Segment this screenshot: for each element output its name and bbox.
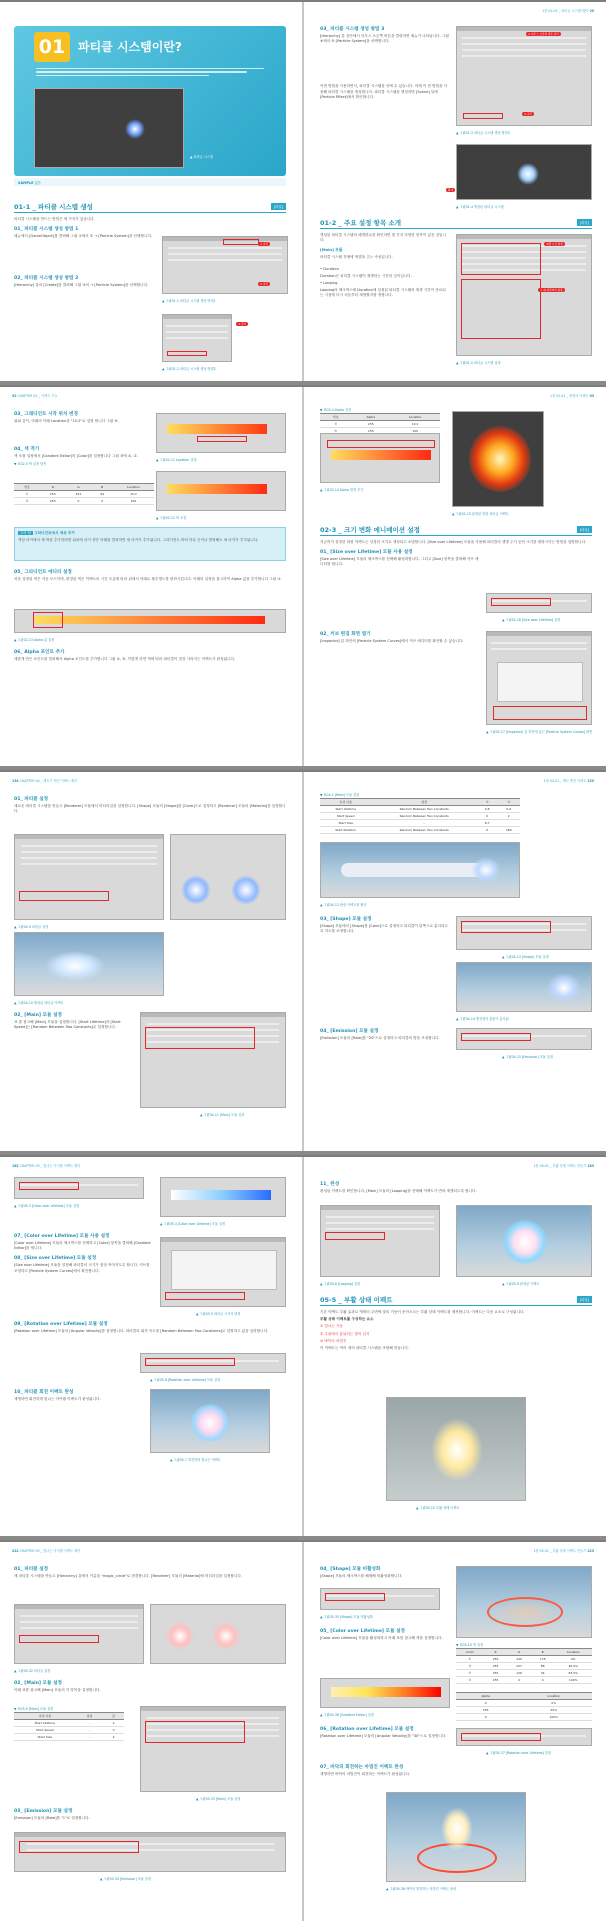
running-header: 1장 02-01 _ 화염의 이펙트 93 <box>550 394 594 398</box>
section-heading: 05-5 _ 부활 상태 이펙트 [파일] <box>320 1295 592 1306</box>
step-text: 처음 설정된 색은 자동 모드이며, 변경된 색은 이펙트의 시간 흐름에 따라 위에서 아래로 불투명도를 변화시킵니다. 아래의 설정을 참고하여 Alpha 값을 추가합니다 그림 ③. <box>14 577 282 581</box>
keyword: [Main] 모듈 <box>320 247 343 253</box>
jet-preview-screenshot <box>320 842 520 898</box>
step-heading: 08_ [Size over Lifetime] 모듈 설정 <box>14 1256 97 1262</box>
table-header-row: 번호 Alpha Location <box>320 414 440 421</box>
figure-caption: ▲ 그림02-14 Alpha 변경 추가 <box>320 488 364 492</box>
figure-caption: ▲ 그림05-35 [Shape] 모듈 비활성화 <box>320 1615 373 1619</box>
step-text: 새로운 파티클 시스템을 만들고 [Renderer] 모듈에서 머티리얼을 설정합니다. [Shape] 모듈의 [Shape]를 [Cone]으로 설정하고 [Renderer] 모듈의 [Material]을 설정합니다. <box>14 804 286 814</box>
figure-caption: ▲ 그림04-10 생성된 파티클 이펙트 <box>14 1001 64 1005</box>
alpha-table <box>456 1692 592 1721</box>
figure-caption: ▲ 그림04-12 완성 이펙트를 확인 <box>320 903 367 907</box>
step-heading: 01_ 파티클 설정 <box>14 1567 49 1572</box>
step-text: 아래 표를 참고해 [Main] 모듈의 각 항목을 설정합니다. <box>14 1688 101 1692</box>
list-item: ③ 바닥의 마법진 <box>320 1338 347 1343</box>
material-preview-screenshot <box>150 1604 286 1664</box>
figure-caption: ▲ 그림05-37 [Rotation over Lifetime] 설정 <box>486 1751 551 1755</box>
table-row: ④ 255 0 0 100% <box>456 1677 592 1684</box>
tip-title: 그라디언트에서 색상 추가 <box>34 531 75 535</box>
page-left <box>0 2 300 381</box>
table-row: Start Speed – 0 <box>14 1727 124 1734</box>
table-row: ① 255 240 178 0% <box>456 1656 592 1663</box>
step-text: [Rotation over Lifetime] 모듈의 [Angular Velocity]를 설정합니다. 파티클의 회전 속도를 [Random Between Two Constants]로 설정하고 값을 입력합니다. <box>14 1329 269 1333</box>
left-column-2 <box>14 1676 286 1695</box>
page-left <box>0 1542 300 1921</box>
bullet-looping-text: Looping의 체크박스에 Duration에 설정된 파티클 시스템의 재생 시간이 종료되는 시점에 다시 처음부터 재생할지를 정합니다. <box>320 288 446 298</box>
revival-effect-screenshot <box>386 1397 526 1501</box>
section-text: 이 이펙트는 여러 개의 파티클 시스템을 조합해 만듭니다. <box>320 1346 409 1351</box>
step-heading: 05_ 그라디언트 에디터 설정 <box>14 570 72 575</box>
hero-screenshot <box>34 88 184 168</box>
step-heading: 07_ [Color over Lifetime] 모듈 사용 설정 <box>14 1234 110 1239</box>
table-row: Start Rotation Random Between Two Constants 0 360 <box>320 827 520 834</box>
step-heading: 01_ 파티클 설정 <box>14 797 49 802</box>
table-row: ② 255 227 88 46.5% <box>456 1663 592 1670</box>
main-table <box>320 798 520 834</box>
running-header: 182 CHAPTER 05 _ 빛나는 아이템 이펙트 제작 <box>12 1164 81 1168</box>
figure-caption: ▲ 그림02-13 Alpha 값 설정 <box>14 638 55 642</box>
left-column-3 <box>14 1804 286 1823</box>
circle-effect-screenshot <box>456 1566 592 1638</box>
step-heading: 06_ Alpha 포인트 추가 <box>14 650 65 655</box>
page-right <box>306 1542 606 1921</box>
tip-text: 색상 마커에서 새 색을 추가하려면 위치에 마커 상단 아래를 클릭하면 새 마커가 추가됩니다. 그라디언트 바의 아무 곳이나 클릭해도 새 마커가 추가됩니다. <box>18 538 259 542</box>
step-text: 색 포를 설정에서 [Gradient Editor]의 [Color]를 설정합니다 그림 표에 ①, ②. <box>14 454 138 459</box>
step-heading: 04_ [Emission] 모듈 설정 <box>320 1029 379 1034</box>
figure-caption: ▲ 그림04-14 엔진에서 불꽃이 분사됨 <box>456 1017 509 1021</box>
badge: ⑤ 클릭 <box>524 113 533 116</box>
section-text: 생성된 파티클 시스템의 매개변수를 확인하면 몇 가지 다양한 항목이 있음 것입니다. <box>320 233 446 243</box>
section-heading: 01-2 _ 주요 설정 항목 소개 [파일] <box>320 218 592 229</box>
table-title: ▼ 표05-9 [Main] 모듈 설정 <box>14 1707 54 1711</box>
badge: 확대 <box>448 189 454 192</box>
running-header: 1장 01-01 _ 파티클 시스템이란? 25 <box>542 9 594 13</box>
sample-label: SAMPLE <box>18 181 34 185</box>
left-column-2 <box>14 1317 286 1336</box>
shape-screenshot <box>456 916 592 950</box>
spread-4 <box>0 1155 606 1536</box>
section-block <box>320 521 592 570</box>
right-column-3 <box>320 1722 450 1741</box>
shape-screenshot <box>320 1588 440 1610</box>
running-header: 1장 05-01 _ 부활 상태 이펙트 만들기 183 <box>533 1164 594 1168</box>
table-header-row: 번호 R G B Location <box>14 484 154 491</box>
page-right <box>306 1157 606 1536</box>
bullet-duration: • Duration <box>320 266 339 271</box>
loop-effect-screenshot <box>456 1205 592 1277</box>
list-item: ① 빛나는 기둥 <box>320 1324 343 1329</box>
section-heading: 01-1 _ 파티클 시스템 생성 [파일] <box>14 202 286 213</box>
main-module-screenshot <box>140 1012 286 1108</box>
figure-caption: ▲ 그림04-15 [Emission] 모듈 설정 <box>502 1055 553 1059</box>
step-text: [Inspector] 뷰 하단의 [Particle System Curves]에서 커브 에디터를 확인할 수 있습니다. <box>320 639 464 643</box>
table-header-row: Alpha Location <box>456 1693 592 1700</box>
emission-screenshot <box>456 1028 592 1050</box>
hierarchy-screenshot <box>456 26 592 126</box>
step-heading: 06_ [Rotation over Lifetime] 모듈 설정 <box>320 1727 414 1732</box>
step-heading: 02_ 파티클 시스템 생성 방법 2 <box>14 276 79 282</box>
step-text: 새 파티클 시스템을 만들고 [Hierarchy] 뷰에서 이름을 "magic_circle"로 변경합니다. [Renderer] 모듈의 [Material]에 머티리얼을 설정합니다. <box>14 1574 242 1578</box>
left-column-3 <box>14 645 286 664</box>
table-title: ▼ 표05-10 색 설정 <box>456 1643 484 1647</box>
step-heading: 03_ 파티클 시스템 생성 방법 3 <box>320 27 385 32</box>
figure-caption: ▲ 그림01-4 생성된 파티클 시스템 <box>456 205 504 209</box>
particle-setup-screenshot <box>14 1604 144 1664</box>
main-module-screenshot <box>140 1706 286 1792</box>
figure-caption: ▲ 그림05-4 [Color over Lifetime] 모듈 설정 <box>160 1222 226 1226</box>
figure-caption: ▲ 그림05-7 회전하며 빛나는 이펙트 <box>170 1458 221 1462</box>
sample-bar <box>14 178 286 186</box>
table-row: Start Size – 4 <box>14 1734 124 1741</box>
curves-screenshot <box>486 631 592 725</box>
step-heading: 03_ [Shape] 모듈 설정 <box>320 917 372 922</box>
badge: 재생 시간 설정 <box>546 243 563 246</box>
figure-caption: ▲ 그림05-33 [Main] 모듈 설정 <box>196 1797 241 1801</box>
alpha-screenshot <box>14 609 286 633</box>
inspector-screenshot <box>456 234 592 356</box>
left-column-2 <box>14 1008 134 1032</box>
table-row: ④ 255 100 <box>320 428 440 435</box>
right-column <box>320 1177 592 1196</box>
section-intro: 파티클 시스템을 만드는 방법은 세 가지가 있습니다. <box>14 217 95 221</box>
tip-box <box>14 527 286 561</box>
step-text: 재생하면 바닥의 마법진이 회전하는 이펙트가 완성됩니다. <box>320 1772 411 1776</box>
step-text: 위와 같이, 아래의 아래 Location을 "10.2"로 설정 합니다 그림 ⑩. <box>14 419 119 423</box>
step-heading: 04_ 색 적기 <box>14 447 40 453</box>
right-column <box>320 22 450 102</box>
left-column <box>14 407 152 466</box>
figure-caption: ▲ 그림01-3 파티클 시스템 생성 방법3 <box>456 131 510 135</box>
size-curve-screenshot <box>160 1237 286 1307</box>
table-row: ③ 255 126 34 83.5% <box>456 1670 592 1677</box>
looping-screenshot <box>320 1205 440 1277</box>
figure-caption: ▲ 그림05-36 [Gradient Editor] 설정 <box>320 1713 374 1717</box>
color-table <box>456 1648 592 1684</box>
badge: ③ 클릭 <box>238 323 247 326</box>
gradient-editor-screenshot <box>160 1177 286 1217</box>
table-row: Start Speed Random Between Two Constants 0 2 <box>320 813 520 820</box>
figure-caption: ▲ 그림05-8 [Looping] 설정 <box>320 1282 361 1286</box>
table-row: 0 0% <box>456 1700 592 1707</box>
page-fold <box>302 2 304 381</box>
figure-caption: ▲ 그림05-38 바닥의 회전하는 마법진 이펙트 완성 <box>386 1887 457 1891</box>
step-text: 표 를 참고해 [Main] 모듈을 설정합니다. [Start Lifetime]과 [Start Speed]는 [Random Between Two Constants]로 설정합니다. <box>14 1020 121 1030</box>
step-text: [Emission] 모듈의 [Rate]를 "20"으로 설정하고 파티클의 양을 조절합니다. <box>320 1036 440 1040</box>
running-header: 1장 04-01 _ 제트 엔진 이펙트 135 <box>543 779 594 783</box>
step-text: [Rotation over Lifetime] 모듈의 [Angular Velocity]를 "30"으로 설정합니다. <box>320 1734 447 1738</box>
table-header-row: Color R G B Location <box>456 1649 592 1656</box>
spread-1 <box>0 0 606 381</box>
spread-3 <box>0 770 606 1151</box>
bullet-duration-text: Duration은 파티클 시스템이 재생하는 시간의 길이입니다. <box>320 273 412 278</box>
figure-caption: ▲ 그림05-9 완성된 이펙트 <box>502 1282 540 1286</box>
right-column-2 <box>320 1624 450 1643</box>
right-column-2 <box>320 627 480 646</box>
gradient-editor-screenshot <box>320 1678 450 1708</box>
step-text: [Hierarchy] 뷰의 [Create]를 클릭해 그림 ③의 → [Particle System]을 선택합니다. <box>14 283 149 288</box>
chapter-intro <box>36 66 276 78</box>
gradient-screenshot <box>156 413 286 453</box>
badge: ④ 마우스 오른쪽 버튼 클릭 <box>528 33 559 36</box>
page-left <box>0 772 300 1151</box>
step-text: [Size over Lifetime] 모듈의 체크박스를 선택해 활성화합니다. 그리고 [Size] 항목을 클릭해 커브 에디터를 엽니다. <box>320 557 479 567</box>
material-screenshot <box>170 834 286 920</box>
page-fold <box>302 387 304 766</box>
step-text: 완성된 이펙트를 확인합니다. [Main] 모듈의 [Looping]을 선택해 이펙트가 반복 재생되도록 합니다. <box>320 1189 477 1193</box>
chapter-hero <box>14 26 286 176</box>
size-module-screenshot <box>486 593 592 613</box>
section-block <box>320 1291 592 1353</box>
fire-effect-screenshot <box>452 411 544 507</box>
left-column <box>14 792 286 816</box>
section-text: 지금까지 설정한 화염 이펙트는 일정한 크기로 생성되고 소멸합니다. [Size over Lifetime] 모듈을 사용해 파티클의 생명 주기 동안 크기를 변화시키는 방법을 설명합니다. <box>320 540 587 544</box>
menu-screenshot-2 <box>162 314 232 362</box>
alpha-table <box>320 413 440 435</box>
table-row: 255 25% <box>456 1707 592 1714</box>
running-header: 222 CHAPTER 05 _ 빛나는 아이템 이펙트 제작 <box>12 1549 81 1553</box>
figure-caption: ▲ 그림05-6 [Rotation over Lifetime] 모듈 설정 <box>150 1378 221 1382</box>
figure-caption: ▲ 그림05-10 부활 상태 이펙트 <box>416 1506 460 1510</box>
page-fold <box>302 1157 304 1536</box>
section-text: 기본 이펙트 부활 효과로 캐릭터 주변에 빛의 기둥이 솟아오르는 부활 상태 이펙트를 제작합니다. 이펙트는 다음 요소로 구성됩니다. <box>320 1310 525 1314</box>
page-left <box>0 387 300 766</box>
figure-caption: ▲ 그림02-16 [Size over Lifetime] 설정 <box>502 618 561 622</box>
page-fold <box>302 772 304 1151</box>
left-column-2 <box>14 565 286 584</box>
step-heading: 04_ [Shape] 모듈 비활성화 <box>320 1567 381 1572</box>
rotation-screenshot <box>140 1353 286 1373</box>
step-heading: 02_ [Main] 모듈 설정 <box>14 1013 62 1018</box>
right-column-4 <box>320 1760 592 1779</box>
step-heading: 01_ [Size over Lifetime] 모듈 사용 설정 <box>320 550 413 556</box>
color-module-screenshot <box>14 1177 144 1199</box>
running-header: 134 CHAPTER 04 _ 제트기 엔진 이펙트 제작 <box>12 779 78 783</box>
table-row: ③ 255 10.2 <box>320 421 440 428</box>
table-title: ▼ 표02-4 Alpha 설정 <box>320 408 352 412</box>
left-column <box>14 1229 154 1276</box>
figure-caption: ▲ 그림05-3 [Color over Lifetime] 모듈 설정 <box>14 1204 80 1208</box>
table-row: ② 255 0 0 100 <box>14 498 154 505</box>
jet-screenshot <box>14 932 164 996</box>
table-title: ▼ 표04-1 [Main] 모듈 설정 <box>320 793 360 797</box>
step-heading: 03_ 그래디언트 시작 위치 변경 <box>14 412 78 417</box>
figure-caption: ▲ 그림01-2 파티클 시스템 생성 방법2 <box>162 367 216 371</box>
body-text: 이번 방법을 사용하면서, 파티클 시스템을 선택 수 있습니다. 이때 이 빈 방법을 사용해 파티클 시스템을 생성합니다. 파티클 시스템을 생성하면 [Scene] 뷰에 [Particle Effect]에서 확인합니다. <box>320 84 448 99</box>
step-text: 새롭게 만든 포인트를 클릭해서 Alpha 포인트를 추가합니다 그림 ④, ⑤. 이렇게 하면 색에 따라 파티클이 점점 사라지는 이펙트가 완성됩니다. <box>14 657 236 661</box>
table-row: Start Size – 8.7 <box>320 820 520 827</box>
step-heading: 07_ 바닥의 회전하는 마법진 이펙트 완성 <box>320 1765 404 1770</box>
item-effect-screenshot <box>150 1389 270 1453</box>
sample-value: 없음 <box>34 181 42 185</box>
step-text: [Color over Lifetime] 모듈의 체크박스를 선택하고 [Color] 항목을 클릭해 [Gradient Editor]를 엽니다. <box>14 1241 151 1251</box>
page-right <box>306 387 606 766</box>
badge: 그 외 파라미터 설정 <box>540 289 563 292</box>
page-left <box>0 1157 300 1536</box>
running-header: 1장 05-01 _ 부활 상태 이펙트 만들기 223 <box>533 1549 594 1553</box>
figure-caption: ▲ 그림02-17 [Inspector] 뷰 하단에 있는 [Particle System Curves] 화면 <box>486 730 593 734</box>
step-heading: 02_ 커브 편집 화면 열기 <box>320 632 371 637</box>
figure-caption: ▲ 그림01-1 파티클 시스템 생성 방법1 <box>162 299 216 303</box>
step-text: [Shape] 모듈에서 [Shape]를 [Cone]으로 설정하고 파티클이 뒤쪽으로 분사되도록 각도를 조정합니다. <box>320 924 448 934</box>
step-heading: 03_ [Emission] 모듈 설정 <box>14 1809 73 1814</box>
step-heading: 01_ 파티클 시스템 생성 방법 1 <box>14 227 79 233</box>
table-row: ① 255 221 94 10.2 <box>14 491 154 498</box>
table-row: Start Lifetime – 2 <box>14 1720 124 1727</box>
page-right <box>306 772 606 1151</box>
figure-caption: ▲ 그림05-32 파티클 설정 <box>14 1669 51 1673</box>
figure-caption: ▲ 그림04-9 파티클 설정 <box>14 925 49 929</box>
right-column <box>320 912 450 936</box>
step-text: 메뉴에서 [GameObject]를 클릭해 그림 ①에서 ② → [Particle System]을 선택합니다. <box>14 234 153 239</box>
list-item: ② 주위에서 흩날리는 빛의 입자 <box>320 1331 370 1336</box>
step-heading: 05_ [Color over Lifetime] 모듈 설정 <box>320 1629 405 1634</box>
table-header-row: 속성 이름 설정 값 <box>14 1713 124 1720</box>
spread-5 <box>0 1540 606 1921</box>
figure-caption: ▲ 그림02-11 Location 설정 <box>156 458 197 462</box>
rotation-screenshot <box>456 1728 592 1746</box>
list-title: 부활 상태 이펙트를 구성하는 요소 <box>320 1317 374 1322</box>
step-text: [Emission] 모듈의 [Rate]를 "1"로 설정합니다. <box>14 1816 90 1820</box>
figure-caption: ▲ 그림02-15 완성된 화염 파티클 이펙트 <box>452 512 509 516</box>
step-heading: 10_ 파티클 회전 이펙트 완성 <box>14 1390 74 1395</box>
page-right <box>306 2 606 381</box>
table-row: 0 100% <box>456 1714 592 1721</box>
figure-caption: ▲ 그림04-11 [Main] 모듈 설정 <box>200 1113 245 1117</box>
step-heading: 11_ 완성 <box>320 1182 340 1187</box>
figure-caption: ▲ 그림05-34 [Emission] 모듈 설정 <box>100 1877 151 1881</box>
step-text: [Color over Lifetime] 모듈을 활성화하고 아래 표를 참고해 색을 설정합니다. <box>320 1636 443 1640</box>
keyword-text: 파티클 시스템 전체에 영향을 주는 속성입니다. <box>320 255 393 260</box>
tip-key: 주의 팁 <box>20 531 31 535</box>
hero-caption: ▲ 파티클 시스템 <box>190 155 213 159</box>
badge: ② 클릭 <box>260 283 269 286</box>
step-text: [Hierarchy] 뷰 상단에서 마우스 오른쪽 버튼을 클릭하면 메뉴가 나타납니다. 그림 ④에서 ⑤ [Particle System]을 선택합니다. <box>320 34 449 44</box>
alpha-gradient-screenshot <box>320 433 440 483</box>
jet-engine-screenshot <box>456 962 592 1012</box>
badge: ① 클릭 <box>260 243 269 246</box>
step-heading: 02_ [Main] 모듈 설정 <box>14 1681 62 1686</box>
main-table <box>14 1712 124 1741</box>
figure-caption: ▲ 그림02-12 색 조정 <box>156 516 187 520</box>
table-title: ▼ 표02-3 색 설정 항목 <box>14 462 47 467</box>
section-heading: 02-3 _ 크기 변화 애니메이션 설정 [파일] <box>320 525 592 536</box>
figure-caption: ▲ 그림05-5 파티클 크기의 변화 <box>196 1312 241 1316</box>
step-text: [Size over Lifetime] 모듈을 설정해 파티클의 크기가 점점 작아지도록 합니다. 커브를 조정하고 [Particle System Curves]에서 확인합니다. <box>14 1263 150 1273</box>
step-heading: 09_ [Rotation over Lifetime] 모듈 설정 <box>14 1322 108 1327</box>
chapter-number: 01 <box>34 32 70 62</box>
bullet-looping: • Looping <box>320 281 338 286</box>
inspector-screenshot <box>14 834 164 920</box>
chapter-title: 파티클 시스템이란? <box>78 40 182 54</box>
figure-caption: ▲ 그림01-5 파티클 시스템 설정 <box>456 361 501 365</box>
scene-screenshot <box>456 144 592 200</box>
left-column <box>14 1562 286 1581</box>
right-column-2 <box>320 1024 450 1043</box>
left-column-3 <box>14 1385 134 1404</box>
step-text: 재생하면 회전하며 빛나는 아이템 이펙트가 완성됩니다. <box>14 1397 101 1401</box>
running-header: 92 CHAPTER 02 _ 이펙트 기초 <box>12 394 58 398</box>
emission-screenshot <box>14 1832 286 1872</box>
figure-caption: ▲ 그림04-13 [Shape] 모듈 설정 <box>502 955 549 959</box>
color-table <box>14 483 154 505</box>
spread-2 <box>0 385 606 766</box>
table-row: Start Lifetime Random Between Two Constants 0.8 0.6 <box>320 806 520 813</box>
page-fold <box>302 1542 304 1921</box>
final-circle-screenshot <box>386 1792 526 1882</box>
color-screenshot <box>156 471 286 511</box>
step-text: [Shape] 모듈의 체크박스를 해제해 비활성화합니다. <box>320 1574 403 1578</box>
table-header-row: 속성 이름 설정 ① ② <box>320 799 520 806</box>
